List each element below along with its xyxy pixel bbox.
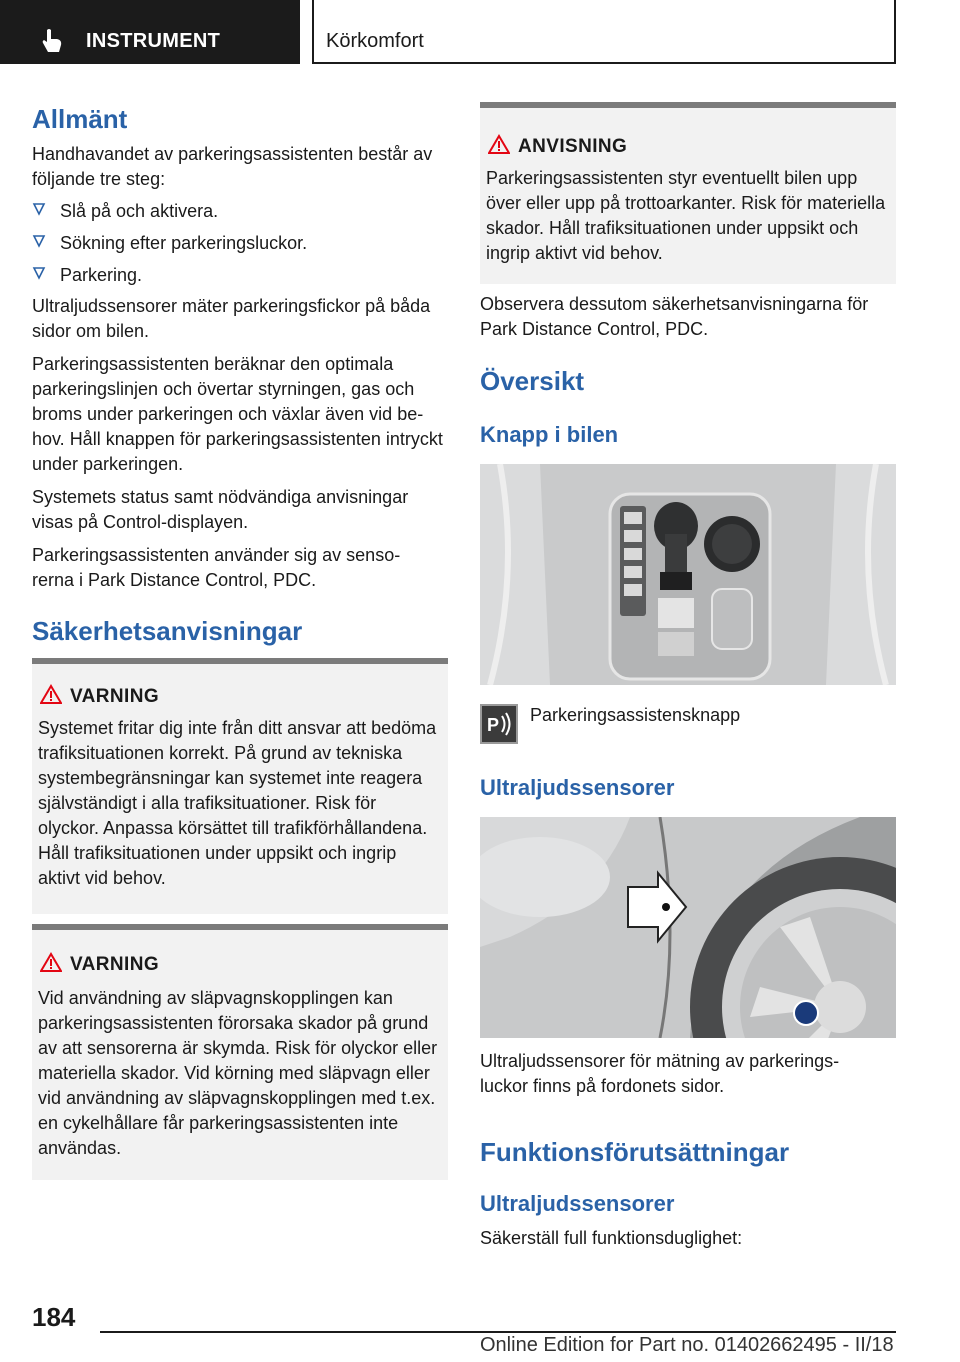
paragraph: Parkeringsassistenten beräknar den optimala parkeringslinjen och övertar styrningen, gas och broms under parkeringen och växlar även vid behov. Håll knappen för parkeringsassistenten intryckt under parkeringen. <box>32 354 443 474</box>
ultra-caption: Ultraljudssensorer för mätning av parkeringsluckor finns på fordonets sidor. <box>480 1051 840 1096</box>
knapp-heading: Knapp i bilen <box>480 422 619 447</box>
warning-text: Systemet fritar dig inte från ditt ansvar att bedöma trafiksituationen korrekt. På grund av tekniska systembegränsningar kan systemet inte reagera självständigt i alla trafiksituationer. Risk för olyckor. Anpassa körsättet till trafikförhållandena. Håll trafiksituationen under uppsikt och ingrip aktivt vid behov. <box>38 718 437 888</box>
paragraph: Ultraljudssensorer mäter parkeringsfickor på båda sidor om bilen. <box>32 296 431 341</box>
parking-assist-icon <box>480 704 518 744</box>
ultra-heading: Ultraljudssensorer <box>480 775 675 800</box>
center-console-image <box>480 464 896 685</box>
allmant-heading: Allmänt <box>32 104 128 134</box>
bullet-triangle-icon <box>32 266 46 280</box>
paragraph: Parkeringsassistenten använder sig av sensorerna i Park Distance Control, PDC. <box>32 545 401 590</box>
notice-text: Parkeringsassistenten styr eventuellt bilen upp över eller upp på trottoarkanter. Risk för materiella skador. Håll trafiksituationen under uppsikt och ingrip aktivt vid behov. <box>486 168 886 263</box>
func-text: Säkerställ full funktionsduglighet: <box>480 1228 743 1248</box>
section-tab <box>0 0 300 64</box>
bullet-triangle-icon <box>32 202 46 216</box>
page-number: 184 <box>32 1302 76 1332</box>
paragraph: Systemets status samt nödvändiga anvisningar visas på Control-displayen. <box>32 487 409 532</box>
paragraph: Observera dessutom säkerhetsanvisningarna för Park Distance Control, PDC. <box>480 294 869 339</box>
func-subheading: Ultraljudssensorer <box>480 1191 675 1216</box>
warning-triangle-icon <box>488 134 510 154</box>
chapter-tab <box>312 0 896 64</box>
sensor-location-image <box>480 817 896 1038</box>
button-caption: Parkeringsassistensknapp <box>530 705 741 725</box>
center-console-illustration <box>480 464 896 685</box>
edition-text: Online Edition for Part no. 01402662495 - II/18 <box>480 1334 894 1356</box>
notice-box <box>480 102 896 284</box>
intro-paragraph: Handhavandet av parkeringsassistenten består av följande tre steg: <box>32 144 433 189</box>
hand-pointer-icon <box>40 28 64 54</box>
func-heading: Funktionsförutsättningar <box>480 1137 790 1167</box>
oversikt-heading: Översikt <box>480 366 585 396</box>
warning-text: Vid användning av släpvagnskopplingen kan parkeringsassistenten förorsaka skador på grund av att sensorerna är skymda. Risk för olyckor eller materiella skador. Vid körning med släpvagn eller vid användning av släpvagnskopplingen med t.ex. en cykelhållare får parkeringsassistenten inte användas. <box>38 988 438 1158</box>
warning-label: VARNING <box>70 954 160 975</box>
svg-text:P: P <box>487 715 500 735</box>
wheel-sensor-illustration <box>480 817 896 1038</box>
section-label: INSTRUMENT <box>86 30 221 52</box>
bullet-triangle-icon <box>32 234 46 248</box>
safety-heading: Säkerhetsanvisningar <box>32 616 303 646</box>
notice-label: ANVISNING <box>518 136 628 157</box>
warning-triangle-icon <box>40 952 62 972</box>
footer-rule <box>100 1331 896 1333</box>
warning-label: VARNING <box>70 686 160 707</box>
warning-box <box>32 658 448 914</box>
warning-triangle-icon <box>40 684 62 704</box>
warning-box <box>32 924 448 1180</box>
chapter-label: Körkomfort <box>326 30 424 52</box>
